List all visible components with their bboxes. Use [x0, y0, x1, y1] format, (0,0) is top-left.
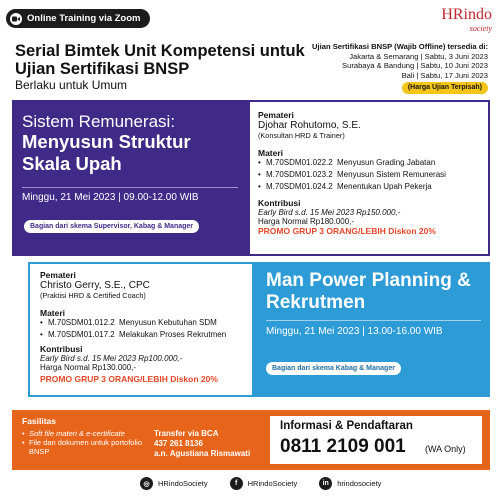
social-instagram[interactable] [140, 477, 208, 490]
social-facebook[interactable] [230, 477, 298, 490]
exam-line: Bali | Sabtu, 17 Juni 2023 [401, 70, 488, 80]
session2-scheme-badge: Bagian dari skema Kabag & Manager [266, 362, 401, 375]
materi-label: Materi [258, 148, 284, 158]
page-subtitle: Berlaku untuk Umum [15, 78, 128, 92]
social-links [140, 477, 381, 490]
facebook-icon: f [230, 477, 243, 490]
transfer-info [154, 429, 250, 459]
transfer-account: 437 261 8136 [154, 439, 203, 448]
exam-info [288, 42, 488, 94]
materi-item: • M.70SDM01.022.2 Menyusun Grading Jabatan [258, 158, 436, 167]
group-promo: PROMO GRUP 3 ORANG/LEBIH Diskon 20% [258, 226, 436, 236]
social-handle: HRindoSociety [158, 479, 208, 488]
session1-title-main: Menyusun Struktur Skala Upah [22, 131, 191, 174]
online-training-badge [6, 9, 150, 28]
session2-banner [254, 262, 490, 397]
fasilitas-item: • File dan dokumen untuk portofolio BNSP [22, 438, 142, 456]
materi-item: • M.70SDM01.017.2 Melakukan Proses Rekrutmen [40, 330, 227, 339]
kontribusi-label: Kontribusi [40, 344, 83, 354]
social-handle: hrindosociety [337, 479, 382, 488]
logo-line1: HRindo [441, 6, 492, 23]
hrindo-logo [440, 6, 492, 40]
divider [266, 320, 481, 321]
fasilitas-heading: Fasilitas [22, 416, 57, 426]
session2-date: Minggu, 21 Mei 2023 | 13.00-16.00 WIB [266, 326, 443, 337]
exam-line: Surabaya & Bandung | Sabtu, 10 Juni 2023 [342, 61, 488, 71]
video-camera-icon [10, 13, 22, 25]
registration-number[interactable]: 0811 2109 001 [280, 436, 406, 457]
pemateri-name: Christo Gerry, S.E., CPC [40, 280, 150, 291]
session1-details [248, 100, 490, 256]
fasilitas-list [22, 429, 152, 456]
linkedin-icon: in [319, 477, 332, 490]
registration-note: (WA Only) [425, 444, 466, 454]
normal-price: Harga Normal Rp180.000,- [258, 217, 355, 226]
registration-box [270, 416, 482, 464]
online-training-label: Online Training via Zoom [27, 13, 141, 24]
materi-label: Materi [40, 308, 66, 318]
pemateri-role: (Konsultan HRD & Trainer) [258, 131, 345, 140]
instagram-icon: ◎ [140, 477, 153, 490]
session1-date: Minggu, 21 Mei 2023 | 09.00-12.00 WIB [22, 192, 199, 203]
session2-title-main: Man Power Planning & Rekrutmen [266, 270, 471, 313]
page-title: Serial Bimtek Unit Kompetensi untuk Ujian Sertifikasi BNSP [15, 42, 305, 78]
normal-price: Harga Normal Rp130.000,- [40, 363, 137, 372]
pemateri-label: Pemateri [258, 110, 294, 120]
pemateri-name: Djohar Rohutomo, S.E. [258, 120, 361, 131]
session2-details [28, 262, 254, 397]
pemateri-role: (Praktisi HRD & Certified Coach) [40, 291, 146, 300]
exam-heading: Ujian Sertifikasi BNSP (Wajib Offline) tersedia di: [312, 42, 488, 51]
social-handle: HRindoSociety [247, 479, 298, 488]
session1-title-line1: Sistem Remunerasi: [22, 112, 176, 131]
exam-line: Jakarta & Semarang | Sabtu, 3 Juni 2023 [349, 51, 488, 61]
materi-item: • M.70SDM01.023.2 Menyusun Sistem Remunerasi [258, 170, 446, 179]
transfer-name: a.n. Agustiana Rismawati [154, 449, 251, 458]
social-linkedin[interactable] [319, 477, 381, 490]
kontribusi-label: Kontribusi [258, 198, 301, 208]
early-bird-price: Early Bird s.d. 15 Mei 2023 Rp100.000,- [40, 354, 183, 363]
registration-heading: Informasi & Pendaftaran [280, 420, 413, 432]
exam-price-note: (Harga Ujian Terpisah) [402, 82, 488, 94]
divider [22, 187, 238, 188]
pemateri-label: Pemateri [40, 270, 76, 280]
session1-banner [12, 100, 248, 256]
transfer-bank: Transfer via BCA [154, 429, 219, 438]
early-bird-price: Early Bird s.d. 15 Mei 2023 Rp150.000,- [258, 208, 401, 217]
logo-line2: society [469, 24, 492, 33]
session1-scheme-badge: Bagian dari skema Supervisor, Kabag & Manager [24, 220, 199, 233]
group-promo: PROMO GRUP 3 ORANG/LEBIH Diskon 20% [40, 374, 218, 384]
materi-item: • M.70SDM01.024.2 Menentukan Upah Pekerja [258, 182, 432, 191]
materi-item: • M.70SDM01.012.2 Menyusun Kebutuhan SDM [40, 318, 217, 327]
fasilitas-item: • Soft file materi & e-certificate [22, 429, 125, 438]
